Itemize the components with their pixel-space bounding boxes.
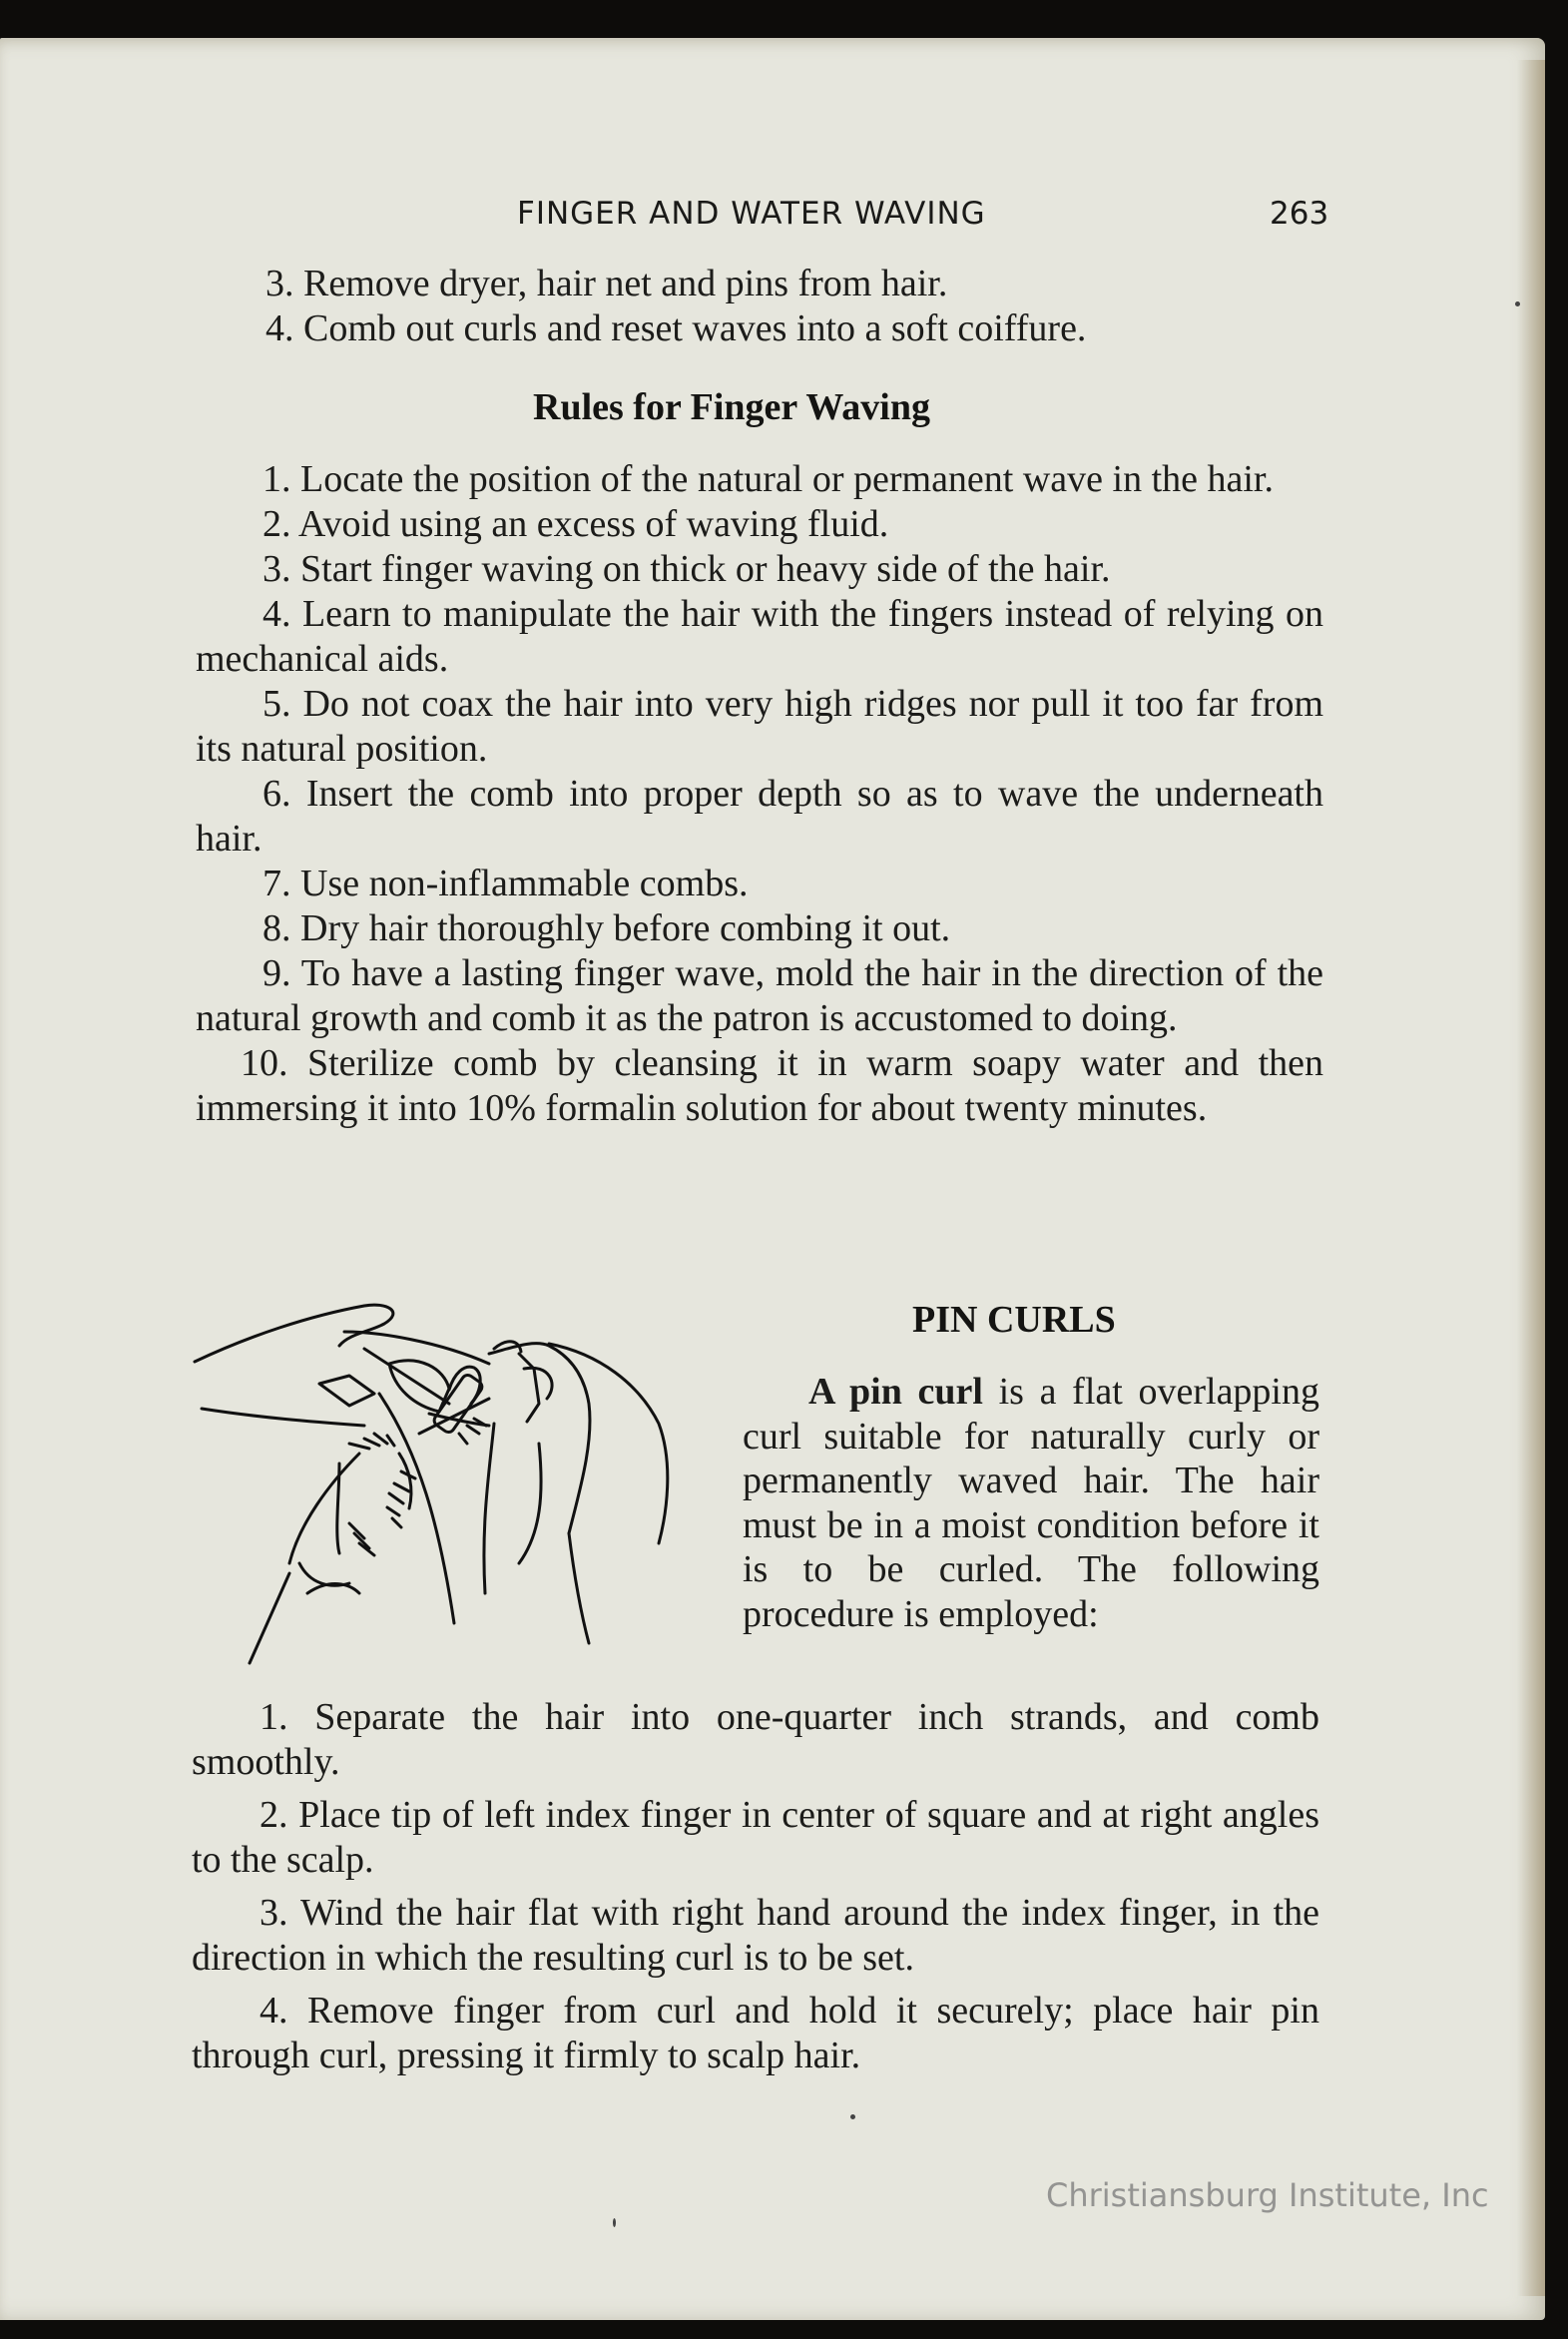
list-item: 2. Avoid using an excess of waving fluid. xyxy=(262,503,889,545)
page-number: 263 xyxy=(1270,196,1329,232)
list-item: 3. Start finger waving on thick or heavy side of the hair. xyxy=(262,548,1111,590)
rules-heading: Rules for Finger Waving xyxy=(533,386,930,428)
page-header xyxy=(0,196,1568,240)
pin-curls-heading: PIN CURLS xyxy=(912,1299,1116,1341)
list-item: 7. Use non-inflammable combs. xyxy=(262,863,749,904)
list-item: 3. Wind the hair flat with right hand around the index finger, in the direction in which the resulting curl is to be set. xyxy=(192,1892,1319,1979)
list-item: 1. Locate the position of the natural or permanent wave in the hair. xyxy=(262,458,1274,500)
pin-curl-term: A pin curl xyxy=(808,1371,983,1413)
paper-speck xyxy=(1515,301,1520,306)
list-item: 6. Insert the comb into proper depth so as to wave the underneath hair. xyxy=(196,773,1323,860)
rules-list xyxy=(196,457,1323,1131)
running-head: FINGER AND WATER WAVING xyxy=(517,196,986,232)
list-item: 4. Comb out curls and reset waves into a soft coiffure. xyxy=(265,307,1087,349)
list-item: 5. Do not coax the hair into very high ridges nor pull it too far from its natural position. xyxy=(196,683,1323,770)
pin-curls-steps xyxy=(192,1695,1319,2078)
list-item: 10. Sterilize comb by cleansing it in warm soapy water and then immersing it into 10% formalin solution for about twenty minutes. xyxy=(196,1042,1323,1129)
pin-curl-definition: is a flat overlapping curl suitable for naturally curly or permanently waved hair. The hair must be in a moist condition before it is to be curled. The following procedure is employed: xyxy=(743,1371,1319,1635)
page-edge-shadow xyxy=(1517,60,1545,2296)
list-item: 8. Dry hair thoroughly before combing it out. xyxy=(262,907,951,949)
steps-continued xyxy=(265,262,1323,351)
list-item: 4. Remove finger from curl and hold it securely; place hair pin through curl, pressing it firmly to scalp hair. xyxy=(192,1990,1319,2076)
list-item: 3. Remove dryer, hair net and pins from hair. xyxy=(265,263,948,304)
list-item: 4. Learn to manipulate the hair with the fingers instead of relying on mechanical aids. xyxy=(196,593,1323,680)
list-item: 9. To have a lasting finger wave, mold the hair in the direction of the natural growth and comb it as the patron is accustomed to doing. xyxy=(196,952,1323,1039)
list-item: 1. Separate the hair into one-quarter inch strands, and comb smoothly. xyxy=(192,1696,1319,1783)
paper-speck xyxy=(613,2218,616,2227)
list-item: 2. Place tip of left index finger in center of square and at right angles to the scalp. xyxy=(192,1794,1319,1881)
watermark: Christiansburg Institute, Inc xyxy=(1046,2176,1489,2214)
pin-curls-intro xyxy=(743,1370,1319,1636)
paper-speck xyxy=(850,2114,855,2119)
hand-forming-pin-curl-illustration xyxy=(190,1294,709,1683)
